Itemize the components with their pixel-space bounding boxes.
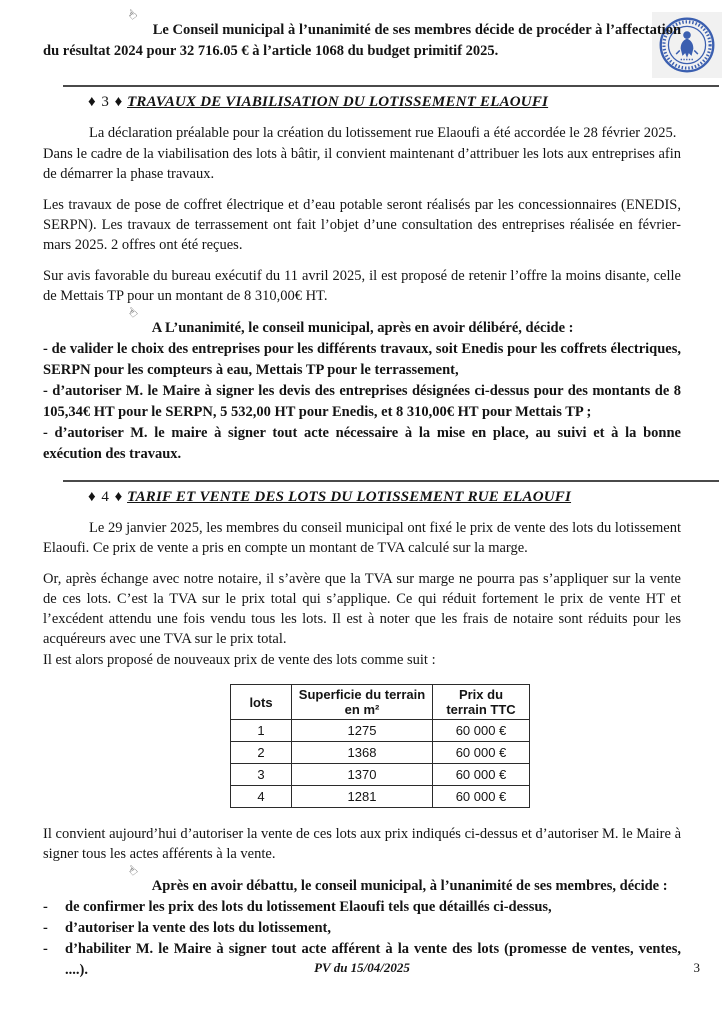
resolution-note-text: Le Conseil municipal à l’unanimité de ses membres décide de procéder à l’affectation du résultat 2024 pour 32 716.05 € à l’article 1068 du budget primitif 2025. xyxy=(43,22,682,59)
section-divider xyxy=(63,85,719,87)
section-4-heading xyxy=(43,486,681,508)
dash-bullet: - xyxy=(43,941,48,957)
pointing-hand-icon: ☝ xyxy=(124,7,141,24)
decision-item-text: de confirmer les prix des lots du lotissement Elaoufi tels que détaillés ci-dessus, xyxy=(65,899,552,915)
table-cell: 60 000 € xyxy=(433,786,530,808)
section-title: TRAVAUX DE VIABILISATION DU LOTISSEMENT ELAOUFI xyxy=(127,94,549,110)
table-cell: 1 xyxy=(231,720,292,742)
section-title: TARIF ET VENTE DES LOTS DU LOTISSEMENT RUE ELAOUFI xyxy=(127,489,572,505)
decision-item: - d’autoriser M. le maire à signer tout acte nécessaire à la mise en place, au suivi et à la bonne exécution des travaux. xyxy=(43,425,681,462)
section-number-marker: ♦ 4 ♦ xyxy=(88,489,124,505)
table-cell: 60 000 € xyxy=(433,720,530,742)
table-header-cell: Superficie du terrain en m² xyxy=(292,685,433,720)
paragraph: Or, après échange avec notre notaire, il s’avère que la TVA sur marge ne pourra pas s’appliquer sur la vente de ces lots. C’est la TVA sur le prix total qui s’applique. Ce qui réduit fortement le prix de vente HT et l’excédent attendu une fois vendu tous les lots. Il est à noter que les frais de notaire sont réduits pour les acquéreurs avec une TVA sur le prix total. xyxy=(43,571,681,647)
decision-intro-text: A L’unanimité, le conseil municipal, après en avoir délibéré, décide : xyxy=(151,320,574,336)
footer-doc-reference: PV du 15/04/2025 xyxy=(314,960,410,975)
decision-intro xyxy=(43,862,681,897)
paragraph: Il est alors proposé de nouveaux prix de vente des lots comme suit : xyxy=(43,652,436,668)
table-header-row xyxy=(231,685,530,720)
paragraph: Le 29 janvier 2025, les membres du conseil municipal ont fixé le prix de vente des lots du lotissement Elaoufi. Ce prix de vente a pris en compte un montant de TVA calculé sur la marge. xyxy=(43,520,681,556)
section-number-marker: ♦ 3 ♦ xyxy=(88,94,124,110)
lots-price-table xyxy=(230,684,530,808)
decision-intro-text: Après en avoir débattu, le conseil municipal, à l’unanimité de ses membres, décide : xyxy=(151,878,668,894)
decision-item xyxy=(43,897,681,918)
section-divider xyxy=(63,480,719,482)
paragraph: Les travaux de pose de coffret électrique et d’eau potable seront réalisés par les concessionnaires (ENEDIS, SERPN). Les travaux de terrassement ont fait l’objet d’une consultation des entreprises réalisée en février-mars 2025. 2 offres ont été reçues. xyxy=(43,197,681,253)
dash-bullet: - xyxy=(43,899,48,915)
table-row xyxy=(231,742,530,764)
section-3-heading xyxy=(43,91,681,113)
pointing-hand-icon: ☝ xyxy=(125,862,142,880)
footer xyxy=(0,960,724,980)
table-header-cell: lots xyxy=(231,685,292,720)
decision-intro xyxy=(43,304,681,339)
page-number: 3 xyxy=(693,960,700,975)
decision-block xyxy=(43,304,681,465)
decision-item xyxy=(43,918,681,939)
dash-bullet: - xyxy=(43,920,48,936)
resolution-note xyxy=(43,0,681,61)
table-cell: 1275 xyxy=(292,720,433,742)
table-row xyxy=(231,786,530,808)
pointing-hand-icon: ☝ xyxy=(125,304,142,322)
table-row xyxy=(231,764,530,786)
table-row xyxy=(231,720,530,742)
decision-item-text: d’autoriser la vente des lots du lotissement, xyxy=(65,920,331,936)
decision-item: - de valider le choix des entreprises pour les différents travaux, soit Enedis pour les coffrets électriques, SERPN pour les compteurs à eau, Mettais TP pour le terrassement, xyxy=(43,341,681,378)
paragraph: La déclaration préalable pour la création du lotissement rue Elaoufi a été accordée le 28 février 2025. xyxy=(89,125,677,141)
table-header-cell: Prix du terrain TTC xyxy=(433,685,530,720)
table-cell: 60 000 € xyxy=(433,764,530,786)
table-cell: 60 000 € xyxy=(433,742,530,764)
paragraph: Dans le cadre de la viabilisation des lots à bâtir, il convient maintenant d’attribuer les lots aux entreprises afin de démarrer la phase travaux. xyxy=(43,146,681,182)
table-cell: 2 xyxy=(231,742,292,764)
decision-item-text: d’habiliter M. le Maire à signer tout acte afférent à la vente des lots (promesse de ventes, ventes, ....). xyxy=(65,941,681,978)
decision-item: - d’autoriser M. le Maire à signer les devis des entreprises désignées ci-dessus pour des montants de 8 105,34€ HT pour le SERPN, 5 532,00 HT pour Enedis, et 8 310,00€ HT pour Mettais TP ; xyxy=(43,383,681,420)
table-cell: 1368 xyxy=(292,742,433,764)
table-cell: 1370 xyxy=(292,764,433,786)
paragraph: Il convient aujourd’hui d’autoriser la vente de ces lots aux prix indiqués ci-dessus et d’autoriser M. le Maire à signer tous les actes afférents à la vente. xyxy=(43,826,681,862)
table-cell: 1281 xyxy=(292,786,433,808)
table-cell: 3 xyxy=(231,764,292,786)
paragraph: Sur avis favorable du bureau exécutif du 11 avril 2025, il est proposé de retenir l’offre la moins disante, celle de Mettais TP pour un montant de 8 310,00€ HT. xyxy=(43,268,681,304)
table-cell: 4 xyxy=(231,786,292,808)
